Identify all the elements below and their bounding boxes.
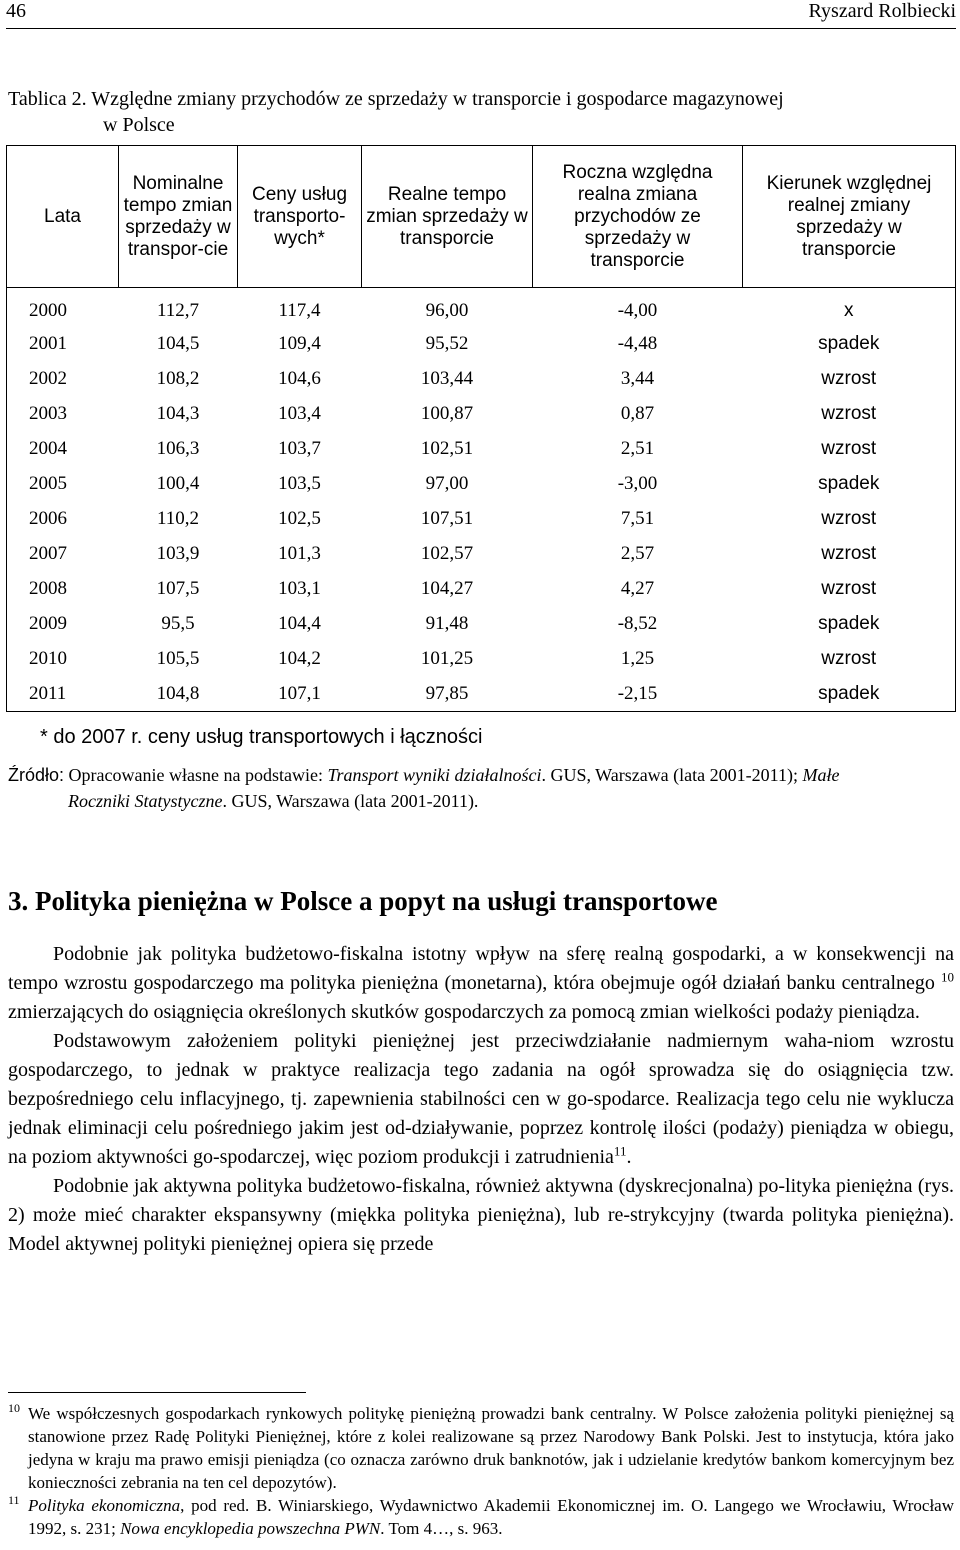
footnote-10 xyxy=(8,1402,954,1494)
cell-nominal: 104,8 xyxy=(119,676,238,712)
cell-year: 2008 xyxy=(7,571,119,606)
source-text: . GUS, Warszawa (lata 2001-2011). xyxy=(222,791,479,811)
table-row xyxy=(7,676,956,712)
source-title: Roczniki Statystyczne xyxy=(68,791,223,811)
cell-nominal: 112,7 xyxy=(156,300,200,321)
source-label: Źródło: xyxy=(8,765,65,785)
cell-year: 2006 xyxy=(7,501,119,536)
cell-direction: wzrost xyxy=(743,431,956,466)
cell-annual-change: -4,48 xyxy=(617,332,658,354)
cell-direction: wzrost xyxy=(743,396,956,431)
cell-real: 107,51 xyxy=(420,507,474,529)
cell-prices: 103,7 xyxy=(278,437,321,459)
cell-prices: 102,5 xyxy=(278,507,321,529)
page-header xyxy=(6,0,956,29)
cell-annual-change: 1,25 xyxy=(620,647,655,669)
cell-direction: wzrost xyxy=(743,536,956,571)
table-row xyxy=(7,501,956,536)
cell-annual-change: 4,27 xyxy=(620,577,655,599)
col-header-years: Lata xyxy=(7,146,119,288)
source-text: . GUS, Warszawa (lata 2001-2011); xyxy=(541,765,803,785)
table-caption-label: Tablica 2. xyxy=(8,88,87,110)
col-header-nominal: Nominalne tempo zmian sprzedaży w transpor-cie xyxy=(119,146,238,288)
cell-prices: 103,4 xyxy=(278,402,321,424)
table-row xyxy=(7,326,956,361)
cell-annual-change: 0,87 xyxy=(620,402,655,424)
cell-year: 2011 xyxy=(7,676,119,712)
source-text: Opracowanie własne na podstawie: xyxy=(64,765,328,785)
cell-year: 2000 xyxy=(7,288,119,327)
cell-nominal: 106,3 xyxy=(156,437,200,459)
source-title: Transport wyniki działalności xyxy=(327,765,542,785)
source-title: Małe xyxy=(802,765,840,785)
paragraph-text: Podstawowym założeniem polityki pieniężnej jest przeciwdziałanie nadmiernym waha-niom wzrostu gospodarczego, to jednak w praktyce realizacja tego zadania na ogół sprowadza się do osiągnięcia tzw. bezpośredniego celu inflacyjnego, tj. zapewnienia stabilności cen w go-spodarce. Realizacja tego celu nie wyklucza jednak eliminacji celu pośredniego jakim jest od-działywanie, poprzez kontrolę ilości (podaży) pieniądza w obiegu, na poziom aktywności go-spodarczej, więc poziom produkcji i zatrudnienia xyxy=(8,1030,954,1168)
cell-prices: 103,5 xyxy=(278,472,321,494)
paragraph xyxy=(8,940,954,1027)
cell-nominal: 100,4 xyxy=(156,472,200,494)
footnote-title: Nowa encyklopedia powszechna PWN xyxy=(120,1519,381,1538)
cell-annual-change: 2,51 xyxy=(620,437,655,459)
cell-real: 97,00 xyxy=(425,472,469,494)
cell-annual-change: 7,51 xyxy=(620,507,655,529)
cell-real: 95,52 xyxy=(425,332,469,354)
cell-annual-change: -3,00 xyxy=(617,472,658,494)
table-caption xyxy=(8,86,948,138)
cell-real: 97,85 xyxy=(362,676,533,712)
cell-prices: 103,1 xyxy=(278,577,321,599)
table-caption-text: Względne zmiany przychodów ze sprzedaży w transporcie i gospodarce magazynowej xyxy=(86,88,784,110)
cell-year: 2010 xyxy=(7,641,119,676)
paragraph-text: . xyxy=(626,1146,632,1168)
cell-annual-change: 3,44 xyxy=(620,367,655,389)
cell-real: 102,57 xyxy=(420,542,474,564)
footnote-text: . Tom 4…, s. 963. xyxy=(380,1519,503,1538)
col-header-annual-change: Roczna względna realna zmiana przychodów ze sprzedaży w transporcie xyxy=(533,146,743,288)
cell-real: 96,00 xyxy=(425,300,469,321)
cell-direction: wzrost xyxy=(743,501,956,536)
footnote-number: 11 xyxy=(8,1493,20,1507)
cell-prices: 104,4 xyxy=(278,612,321,634)
table-row xyxy=(7,431,956,466)
cell-nominal: 105,5 xyxy=(156,647,200,669)
cell-prices: 107,1 xyxy=(238,676,362,712)
cell-nominal: 107,5 xyxy=(156,577,200,599)
cell-direction: spadek xyxy=(743,326,956,361)
paragraph-text: Podobnie jak polityka budżetowo-fiskalna istotny wpływ na sferę realną gospodarki, a w konsekwencji na tempo wzrostu gospodarczego ma polityka pieniężna (monetarna), która obejmuje ogół działań banku centralnego xyxy=(8,943,954,994)
cell-prices: 101,3 xyxy=(278,542,321,564)
footnote-11 xyxy=(8,1494,954,1540)
cell-direction: x xyxy=(743,288,956,327)
cell-nominal: 110,2 xyxy=(156,507,200,529)
footnotes xyxy=(8,1402,954,1540)
col-header-direction: Kierunek względnej realnej zmiany sprzedaży w transporcie xyxy=(743,146,956,288)
footnote-ref: 11 xyxy=(613,1143,627,1159)
cell-year: 2009 xyxy=(7,606,119,641)
table-row xyxy=(7,288,956,327)
footnote-number: 10 xyxy=(8,1401,20,1415)
table-caption-line2: w Polsce xyxy=(103,114,175,136)
body-text xyxy=(8,940,954,1259)
cell-year: 2004 xyxy=(7,431,119,466)
col-header-real: Realne tempo zmian sprzedaży w transporcie xyxy=(362,146,533,288)
table-row xyxy=(7,536,956,571)
data-table xyxy=(6,145,956,712)
cell-year: 2005 xyxy=(7,466,119,501)
cell-nominal: 95,5 xyxy=(161,612,195,634)
cell-annual-change: 2,57 xyxy=(620,542,655,564)
paragraph xyxy=(8,1027,954,1172)
table-footnote: * do 2007 r. ceny usług transportowych i łączności xyxy=(40,726,483,748)
cell-direction: spadek xyxy=(743,676,956,712)
running-author: Ryszard Rolbiecki xyxy=(808,0,956,22)
footnote-text: , pod red. B. Winiarskiego, Wydawnictwo Akademii Ekonomicznej im. O. Langego we Wrocławiu, Wrocław 1992, s. 231; xyxy=(28,1496,954,1538)
source-note xyxy=(8,762,953,814)
table-row xyxy=(7,641,956,676)
paragraph: Podobnie jak aktywna polityka budżetowo-fiskalna, również aktywna (dyskrecjonalna) po-lityka pieniężna (rys. 2) może mieć charakter ekspansywny (miękka polityka pieniężna), lub re-strykcyjny (twarda polityka pieniężna). Model aktywnej polityki pieniężnej opiera się przede xyxy=(8,1175,954,1255)
cell-annual-change: -8,52 xyxy=(617,612,658,634)
cell-annual-change: -2,15 xyxy=(533,676,743,712)
cell-year: 2001 xyxy=(7,326,119,361)
paragraph-text: zmierzających do osiągnięcia określonych skutków gospodarczych za pomocą zmian wielkości podaży pieniądza. xyxy=(8,1001,920,1023)
cell-nominal: 103,9 xyxy=(156,542,200,564)
table-row xyxy=(7,361,956,396)
cell-nominal: 108,2 xyxy=(156,367,200,389)
cell-year: 2003 xyxy=(7,396,119,431)
footnote-divider xyxy=(8,1392,306,1393)
cell-real: 102,51 xyxy=(420,437,474,459)
table-header-row xyxy=(7,146,956,288)
cell-prices: 117,4 xyxy=(278,300,321,321)
cell-annual-change: -4,00 xyxy=(617,300,658,321)
cell-direction: wzrost xyxy=(743,361,956,396)
table-row xyxy=(7,571,956,606)
table-row xyxy=(7,606,956,641)
cell-direction: spadek xyxy=(743,606,956,641)
cell-real: 104,27 xyxy=(420,577,474,599)
cell-year: 2007 xyxy=(7,536,119,571)
cell-nominal: 104,5 xyxy=(156,332,200,354)
table-row xyxy=(7,396,956,431)
cell-real: 101,25 xyxy=(420,647,474,669)
cell-prices: 109,4 xyxy=(278,332,321,354)
table-row xyxy=(7,466,956,501)
cell-prices: 104,6 xyxy=(278,367,321,389)
cell-direction: spadek xyxy=(743,466,956,501)
cell-year: 2002 xyxy=(7,361,119,396)
cell-direction: wzrost xyxy=(743,571,956,606)
cell-direction: wzrost xyxy=(743,641,956,676)
cell-prices: 104,2 xyxy=(278,647,321,669)
footnote-text: We współczesnych gospodarkach rynkowych politykę pieniężną prowadzi bank centralny. W Polsce założenia polityki pieniężnej są stanowione przez Radę Polityki Pieniężnej, które z kolei realizowane są przez Narodowy Bank Polski. Jest to instytucja, która jako jedyna w kraju ma prawo emisji pieniądza (co oznacza zarówno druk banknotów, jak i udzielanie kredytów bankom komercyjnym bez konieczności zebrania na ten cel depozytów). xyxy=(28,1404,954,1492)
cell-real: 100,87 xyxy=(420,402,474,424)
section-heading: 3. Polityka pieniężna w Polsce a popyt na usługi transportowe xyxy=(8,886,718,916)
col-header-prices: Ceny usług transporto-wych* xyxy=(238,146,362,288)
footnote-title: Polityka ekonomiczna xyxy=(28,1496,181,1515)
cell-real: 103,44 xyxy=(420,367,474,389)
page-number: 46 xyxy=(6,0,26,22)
cell-nominal: 104,3 xyxy=(156,402,200,424)
cell-real: 91,48 xyxy=(425,612,469,634)
footnote-ref: 10 xyxy=(941,969,954,985)
